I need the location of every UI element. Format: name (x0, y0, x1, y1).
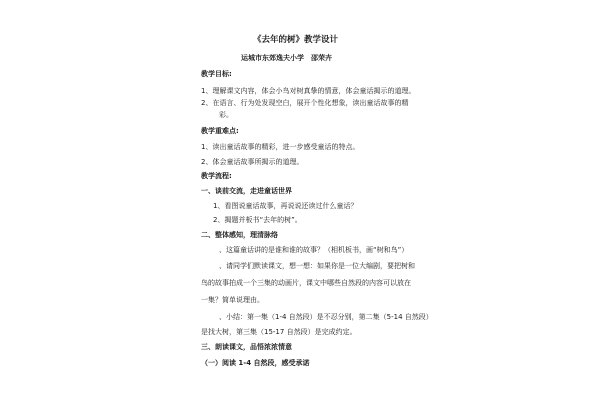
section-1-item-2: 2、揭题并板书“去年的树”。 (213, 216, 302, 224)
section-2-paragraph-2-line3: 一集？简单说理由。 (201, 296, 264, 304)
section-1-item-1: 1、看图说童话故事，再说说还读过什么童话？ (213, 202, 358, 210)
section-3-subheading-1: （一）阅读 1-4 自然段，感受承诺 (201, 359, 310, 367)
key-point-2: 2、体会童话故事所揭示的道理。 (201, 158, 304, 166)
section-3-heading: 三、朗读课文，品悟浓浓情意 (201, 343, 292, 351)
section-2-paragraph-3-line2: 是找大树，第三集（15-17 自然段）是完成约定。 (201, 328, 357, 336)
section-1-heading: 一、谈前交流，走进童话世界 (201, 187, 292, 195)
objective-1: 1、理解课文内容，体会小鸟对树真挚的情意，体会童话揭示的道理。 (201, 87, 416, 95)
key-points-heading: 教学重难点: (201, 127, 239, 135)
author-line: 运城市东郊逸夫小学 邵荣卉 (241, 54, 332, 62)
key-point-1: 1、读出童话故事的精彩，进一步感受童话的特点。 (201, 143, 360, 151)
objective-2-line1: 2、在语言、行为处发现空白，展开个性化想象，读出童话故事的精 (201, 99, 409, 107)
objective-2-line2: 彩。 (219, 111, 233, 119)
section-2-heading: 二、整体感知，理清脉络 (201, 231, 278, 239)
section-2-paragraph-2-line2: 鸟的故事拍成一个三集的动画片，课文中哪些自然段的内容可以放在 (201, 279, 411, 287)
objectives-heading: 教学目标: (201, 70, 232, 78)
process-heading: 教学流程: (201, 172, 232, 180)
section-2-paragraph-3-line1: 、小结：第一集（1-4 自然段）是不忍分别，第二集（5-14 自然段） (219, 313, 433, 321)
section-2-paragraph-2-line1: 、请同学们默读课文，想一想：如果你是一位大编剧，要把树和 (219, 262, 415, 270)
document-title: 《去年的树》教学设计 (253, 35, 339, 45)
section-2-paragraph-1: 、这篇童话讲的是谁和谁的故事？（相机板书，画“树和鸟”） (219, 246, 409, 254)
